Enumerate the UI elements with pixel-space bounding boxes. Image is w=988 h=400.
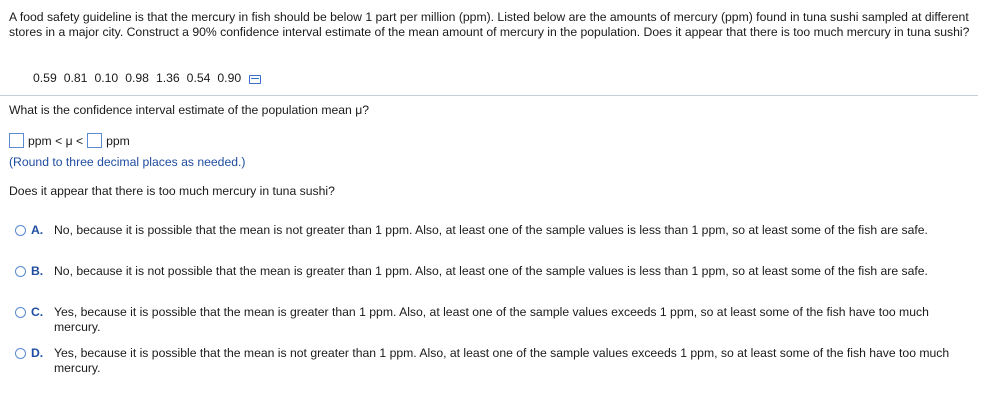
- radio-button[interactable]: [15, 307, 26, 318]
- option-d[interactable]: [15, 346, 965, 376]
- radio-button[interactable]: [15, 225, 26, 236]
- option-text: No, because it is not possible that the mean is greater than 1 ppm. Also, at least one of the sample values is less than 1 ppm, so at least some of the fish are safe.: [54, 264, 928, 278]
- data-value: 0.81: [63, 71, 88, 85]
- data-value: 0.10: [94, 71, 119, 85]
- option-letter: B.: [31, 264, 44, 278]
- data-value: 1.36: [155, 71, 180, 85]
- option-text: Yes, because it is possible that the mean is not greater than 1 ppm. Also, at least one of the sample values exceeds 1 ppm, so at least some of the fish have too much mercury.: [54, 346, 950, 375]
- data-value: 0.98: [125, 71, 149, 85]
- data-value: 0.59: [33, 71, 57, 85]
- option-letter: A.: [31, 223, 44, 237]
- section-divider: [0, 95, 978, 96]
- interval-middle-label: ppm < μ <: [28, 133, 84, 148]
- interval-unit-label: ppm: [106, 133, 130, 148]
- rounding-hint: (Round to three decimal places as needed.): [9, 155, 246, 169]
- data-table-icon[interactable]: [249, 75, 261, 84]
- question-too-much-mercury: Does it appear that there is too much mercury in tuna sushi?: [9, 184, 335, 198]
- option-b[interactable]: [15, 264, 965, 279]
- lower-bound-input[interactable]: [9, 133, 24, 148]
- interval-answer-row: [9, 133, 134, 148]
- radio-button[interactable]: [15, 348, 26, 359]
- option-text: Yes, because it is possible that the mean is greater than 1 ppm. Also, at least one of the sample values exceeds 1 ppm, so at least some of the fish have too much mercury.: [54, 305, 929, 334]
- option-text: No, because it is possible that the mean is not greater than 1 ppm. Also, at least one of the sample values is less than 1 ppm, so at least some of the fish are safe.: [54, 223, 928, 237]
- option-letter: C.: [31, 305, 44, 319]
- problem-statement: A food safety guideline is that the mercury in fish should be below 1 part per million (ppm). Listed below are the amounts of mercury (ppm) found in tuna sushi sampled at different stores in a major city. Construct a 90% confidence interval estimate of the mean amount of mercury in the population. Does it appear that there is too much mercury in tuna sushi?: [9, 10, 970, 39]
- radio-button[interactable]: [15, 266, 26, 277]
- data-value: 0.54: [186, 71, 211, 85]
- question-confidence-interval: What is the confidence interval estimate of the population mean μ?: [9, 103, 369, 117]
- upper-bound-input[interactable]: [87, 133, 102, 148]
- option-c[interactable]: [15, 305, 965, 335]
- option-a[interactable]: [15, 223, 965, 238]
- data-value: 0.90: [217, 71, 242, 85]
- sample-data-row: [33, 71, 261, 85]
- option-letter: D.: [31, 346, 44, 360]
